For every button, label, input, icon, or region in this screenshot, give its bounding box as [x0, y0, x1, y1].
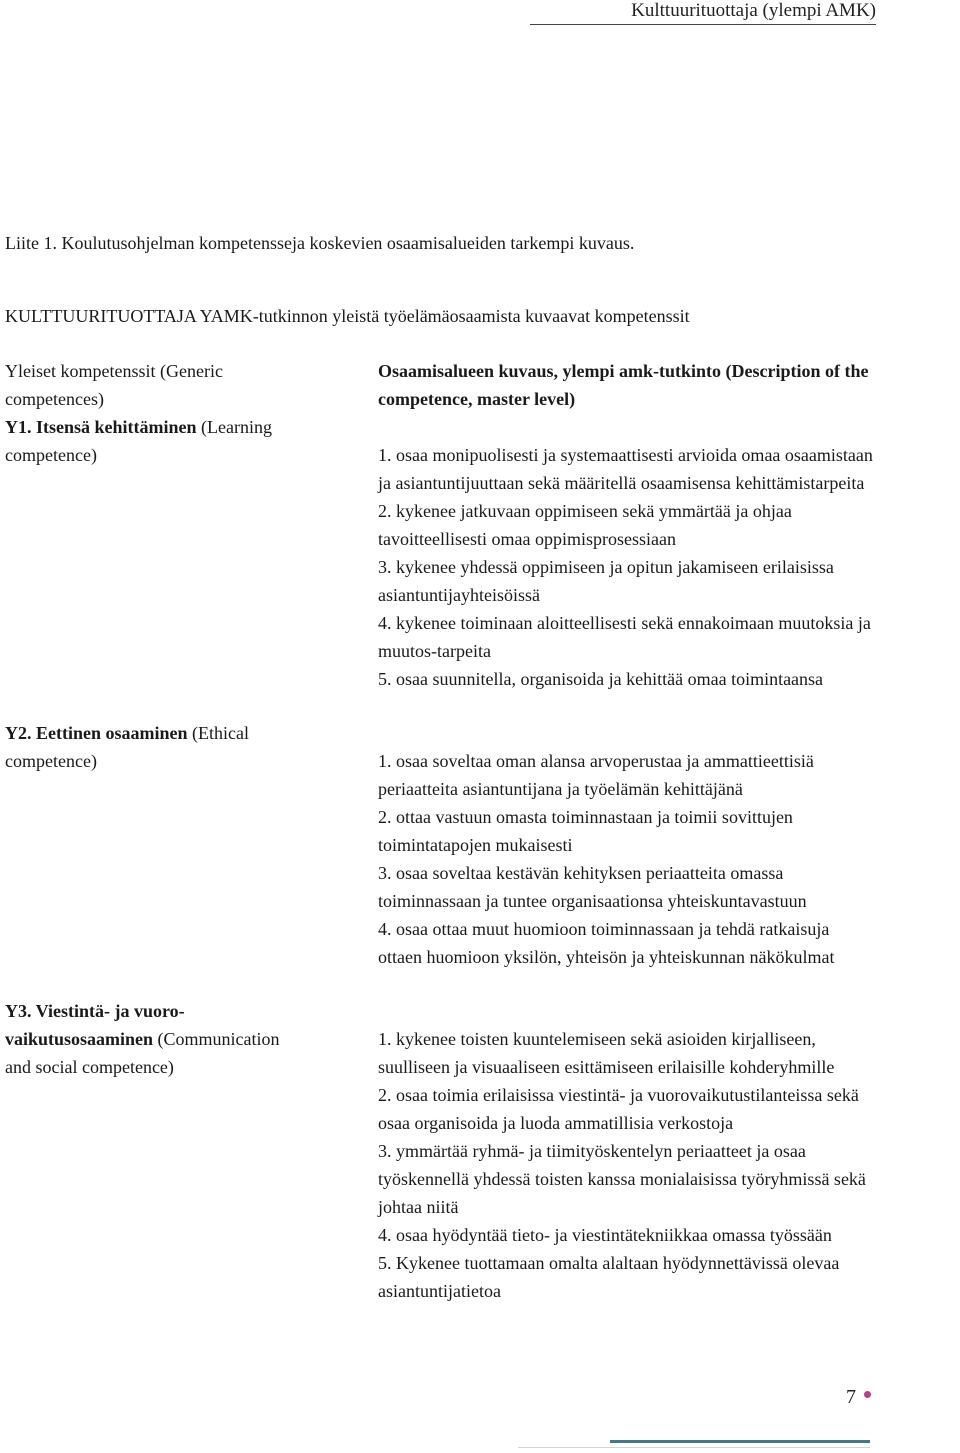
list-item: 2. ottaa vastuun omasta toiminnastaan ja toimii sovittujen [378, 807, 793, 827]
list-item: 1. osaa soveltaa oman alansa arvoperustaa ja ammattieettisiä [378, 751, 814, 771]
y3-title-line-1: Y3. Viestintä- ja vuoro- [5, 1001, 185, 1021]
running-header: Kulttuurituottaja (ylempi AMK) [530, 0, 876, 25]
list-item: 4. osaa hyödyntää tieto- ja viestintätekniikkaa omassa työssään [378, 1225, 832, 1245]
y3-title-rest: (Communication [153, 1029, 280, 1049]
footer-rule-light [518, 1447, 870, 1448]
list-item: johtaa niitä [378, 1197, 459, 1217]
list-item: suulliseen ja visuaaliseen esittämiseen erilaisille kohderyhmille [378, 1057, 835, 1077]
list-item: 5. osaa suunnitella, organisoida ja kehittää omaa toimintaansa [378, 669, 824, 689]
competence-y1-description [378, 441, 958, 693]
left-header-line-1: Yleiset kompetenssit (Generic [5, 361, 223, 381]
list-item: osaa organisoida ja luoda ammatillisia verkostoja [378, 1113, 734, 1133]
list-item: 4. kykenee toiminaan aloitteellisesti sekä ennakoimaan muutoksia ja [378, 613, 871, 633]
list-item: 1. kykenee toisten kuuntelemiseen sekä asioiden kirjalliseen, [378, 1029, 816, 1049]
list-item: periaatteita asiantuntijana ja työelämän kehittäjänä [378, 779, 743, 799]
right-header-line-2: competence, master level) [378, 389, 576, 409]
list-item: 3. osaa soveltaa kestävän kehityksen periaatteita omassa [378, 863, 784, 883]
y2-title-bold: Y2. Eettinen osaaminen [5, 723, 188, 743]
y1-title-rest: (Learning [196, 417, 272, 437]
y3-title-line-3: and social competence) [5, 1057, 174, 1077]
list-item: 2. osaa toimia erilaisissa viestintä- ja vuorovaikutustilanteissa sekä [378, 1085, 859, 1105]
right-column-header [378, 357, 958, 413]
y1-title-line-2: competence) [5, 445, 97, 465]
competence-y3-description [378, 1025, 958, 1305]
list-item: toimintatapojen mukaisesti [378, 835, 573, 855]
page-number-dot-icon [864, 1391, 871, 1398]
list-item: asiantuntijatietoa [378, 1281, 501, 1301]
list-item: muutos-tarpeita [378, 641, 491, 661]
page-number: 7 [846, 1386, 856, 1408]
right-header-line-1: Osaamisalueen kuvaus, ylempi amk-tutkinto (Description of the [378, 361, 869, 381]
y1-title-bold: Y1. Itsensä kehittäminen [5, 417, 197, 437]
list-item: 3. kykenee yhdessä oppimiseen ja opitun jakamiseen erilaisissa [378, 557, 834, 577]
y3-title-bold: vaikutusosaaminen [5, 1029, 154, 1049]
list-item: 1. osaa monipuolisesti ja systemaattisesti arvioida omaa osaamistaan [378, 445, 873, 465]
list-item: ja asiantuntijuuttaan sekä määritellä osaamisensa kehittämistarpeita [378, 473, 865, 493]
list-item: ottaen huomioon yksilön, yhteisön ja yhteiskunnan näkökulmat [378, 947, 835, 967]
list-item: asiantuntijayhteisöissä [378, 585, 540, 605]
list-item: 4. osaa ottaa muut huomioon toiminnassaan ja tehdä ratkaisuja [378, 919, 830, 939]
competence-y2-title [5, 719, 335, 775]
section-heading: KULTTUURITUOTTAJA YAMK-tutkinnon yleistä työelämäosaamista kuvaavat kompetenssit [5, 306, 690, 326]
list-item: 5. Kykenee tuottamaan omalta alaltaan hyödynnettävissä olevaa [378, 1253, 840, 1273]
footer-rule [610, 1440, 870, 1443]
y2-title-line-2: competence) [5, 751, 97, 771]
appendix-intro: Liite 1. Koulutusohjelman kompetensseja koskevien osaamisalueiden tarkempi kuvaus. [5, 233, 635, 253]
competence-y3-title [5, 997, 335, 1081]
left-column-header [5, 357, 335, 413]
competence-y2-description [378, 747, 958, 971]
y2-title-rest: (Ethical [187, 723, 249, 743]
list-item: tavoitteellisesti omaa oppimisprosessiaan [378, 529, 676, 549]
list-item: 2. kykenee jatkuvaan oppimiseen sekä ymmärtää ja ohjaa [378, 501, 792, 521]
left-header-line-2: competences) [5, 389, 104, 409]
list-item: 3. ymmärtää ryhmä- ja tiimityöskentelyn periaatteet ja osaa [378, 1141, 806, 1161]
list-item: työskennellä yhdessä toisten kanssa monialaisissa työryhmissä sekä [378, 1169, 866, 1189]
competence-y1-title [5, 413, 335, 469]
list-item: toiminnassaan ja tuntee organisaationsa yhteiskuntavastuun [378, 891, 807, 911]
